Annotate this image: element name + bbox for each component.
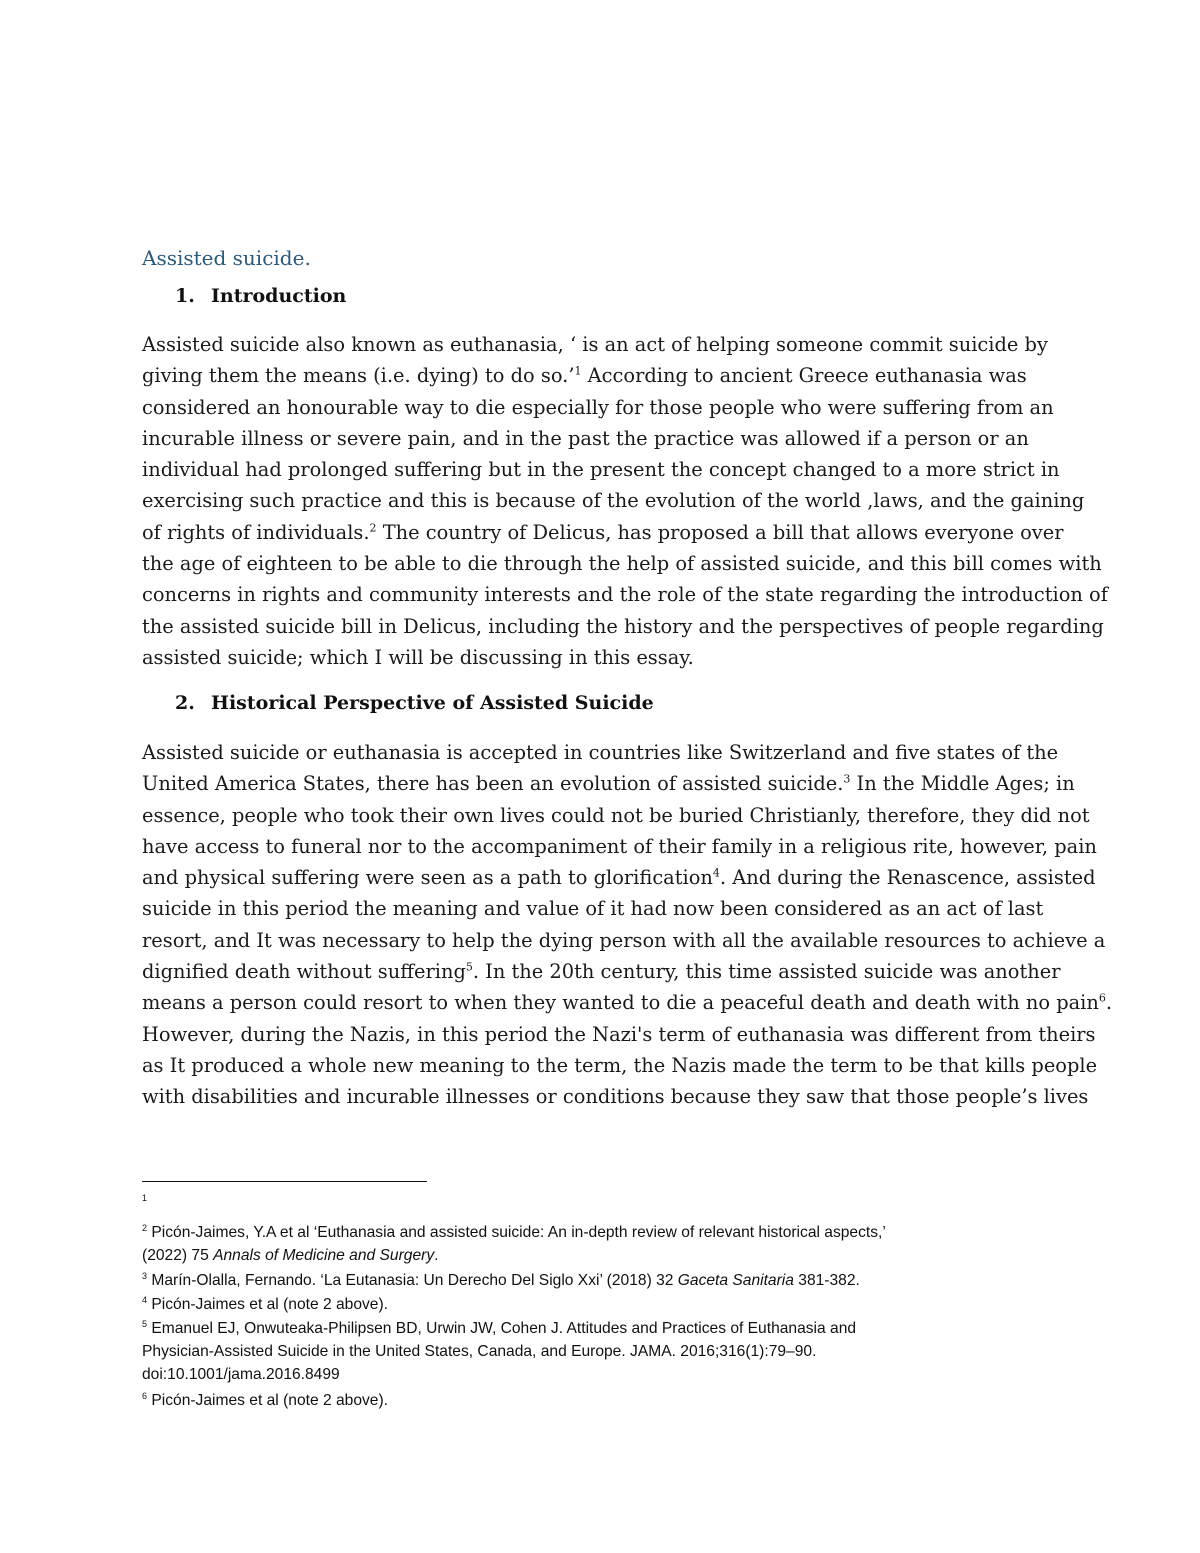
text-line xyxy=(142,831,1097,862)
footnote-ref: 4 xyxy=(712,866,720,880)
footnote-ref: 1 xyxy=(574,364,582,378)
text-line xyxy=(142,548,1102,579)
footnote-text: (2022) 75 xyxy=(142,1247,214,1264)
text-run: the assisted suicide bill in Delicus, including the history and the perspectives of people regarding xyxy=(142,614,1104,638)
footnote-ref: 6 xyxy=(1098,991,1106,1005)
text-line xyxy=(142,768,1075,799)
footnote-line xyxy=(142,1318,856,1340)
text-run: essence, people who took their own lives could not be buried Christianly, therefore, they did not xyxy=(142,803,1090,827)
section-heading-text: Introduction xyxy=(211,285,347,307)
text-line xyxy=(142,611,1104,642)
text-run: suicide in this period the meaning and value of it had now been considered as an act of last xyxy=(142,897,1044,921)
text-line xyxy=(142,329,1062,360)
text-line xyxy=(142,737,1062,768)
footnote-mark: 5 xyxy=(142,1318,148,1329)
text-run: means a person could resort to when they wanted to die a peaceful death and death with no pain xyxy=(142,991,1099,1015)
footnote-ref: 5 xyxy=(465,960,473,974)
footnote-separator xyxy=(142,1181,427,1182)
text-line xyxy=(142,517,1062,548)
text-line xyxy=(142,1019,1096,1050)
section-heading-historical xyxy=(175,692,654,714)
footnote-text: Picón-Jaimes, Y.A et al ‘Euthanasia and assisted suicide: An in-depth review of relevant historical aspects,’ xyxy=(151,1224,886,1241)
text-run: United America States, there has been an evolution of assisted suicide. xyxy=(142,772,844,796)
text-line xyxy=(142,1050,1098,1081)
historical-paragraph xyxy=(142,737,1113,1113)
footnote-ref: 2 xyxy=(369,521,377,535)
text-line xyxy=(142,423,1062,454)
text-run: exercising such practice and this is because of the evolution of the world ,laws, and the gaining xyxy=(142,489,1085,513)
text-run: . In the 20th century, this time assisted suicide was another xyxy=(472,960,1061,984)
text-run: Assisted suicide or euthanasia is accepted in countries like Switzerland and five states of the xyxy=(142,741,1059,764)
text-run: as It produced a whole new meaning to the term, the Nazis made the term to be that kills people xyxy=(142,1053,1098,1077)
text-run: assisted suicide; which I will be discussing in this essay. xyxy=(142,645,694,669)
footnote-text: Marín-Olalla, Fernando. ‘La Eutanasia: Un Derecho Del Siglo Xxi’ (2018) 32 xyxy=(151,1272,678,1289)
footnote-line xyxy=(142,1341,816,1363)
text-run: concerns in rights and community interests and the role of the state regarding the introduction of xyxy=(142,583,1108,607)
footnote-text: . xyxy=(434,1247,439,1264)
footnote-text: 381-382. xyxy=(793,1272,860,1289)
footnote-mark: 3 xyxy=(142,1270,148,1281)
footnote-text: Picón-Jaimes et al (note 2 above). xyxy=(151,1296,388,1313)
footnote-line xyxy=(142,1390,388,1412)
text-run: In the Middle Ages; in xyxy=(850,772,1075,796)
section-heading-introduction xyxy=(175,285,346,307)
text-line xyxy=(142,925,1106,956)
text-line xyxy=(142,956,1062,987)
text-run: of rights of individuals. xyxy=(142,520,370,544)
footnote-text: Picón-Jaimes et al (note 2 above). xyxy=(151,1392,388,1409)
footnote-ref: 3 xyxy=(843,772,851,786)
footnote-line xyxy=(142,1192,147,1214)
footnote-text: Emanuel EJ, Onwuteaka-Philipsen BD, Urwin JW, Cohen J. Attitudes and Practices of Euthanasia and xyxy=(151,1320,857,1337)
footnote-line xyxy=(142,1270,860,1292)
text-run: However, during the Nazis, in this period the Nazi's term of euthanasia was different from theirs xyxy=(142,1022,1096,1046)
text-run: dignified death without suffering xyxy=(142,960,466,984)
text-run: . And during the Renascence, assisted xyxy=(719,866,1096,890)
text-line xyxy=(142,893,1062,924)
section-number: 1. xyxy=(175,285,195,307)
text-line xyxy=(142,485,1085,516)
introduction-paragraph xyxy=(142,329,1108,673)
text-line xyxy=(142,579,1108,610)
text-run: giving them the means (i.e. dying) to do so.’ xyxy=(142,364,575,388)
footnote-text: Physician-Assisted Suicide in the United States, Canada, and Europe. JAMA. 2016;316(1):79–90. xyxy=(142,1343,817,1360)
footnote-mark: 1 xyxy=(142,1192,148,1203)
footnote-mark: 2 xyxy=(142,1222,148,1233)
text-run: have access to funeral nor to the accompaniment of their family in a religious rite, however, pain xyxy=(142,834,1097,858)
text-run: considered an honourable way to die especially for those people who were suffering from an xyxy=(142,395,1054,419)
text-run: . xyxy=(1105,991,1113,1015)
footnote-line xyxy=(142,1245,438,1267)
text-line xyxy=(142,360,1062,391)
footnote-mark: 6 xyxy=(142,1390,148,1401)
text-line xyxy=(142,454,1062,485)
text-run: According to ancient Greece euthanasia was xyxy=(581,364,1027,388)
footnote-line xyxy=(142,1364,340,1386)
footnote-mark: 4 xyxy=(142,1294,148,1305)
text-line xyxy=(142,1081,1089,1112)
footnote-text: doi:10.1001/jama.2016.8499 xyxy=(142,1366,340,1383)
text-line xyxy=(142,642,1062,673)
footnote-journal: Annals of Medicine and Surgery xyxy=(213,1247,435,1264)
text-line xyxy=(142,392,1062,423)
section-heading-text: Historical Perspective of Assisted Suicide xyxy=(211,692,654,714)
text-line xyxy=(142,800,1090,831)
text-run: the age of eighteen to be able to die through the help of assisted suicide, and this bill comes with xyxy=(142,552,1102,576)
text-run: and physical suffering were seen as a path to glorification xyxy=(142,866,713,890)
text-run: with disabilities and incurable illnesses or conditions because they saw that those people’s lives xyxy=(142,1085,1089,1109)
footnote-journal: Gaceta Sanitaria xyxy=(677,1272,794,1289)
section-number: 2. xyxy=(175,692,195,714)
footnote-line xyxy=(142,1294,388,1316)
text-run: individual had prolonged suffering but in the present the concept changed to a more strict in xyxy=(142,458,1060,482)
footnote-line xyxy=(142,1222,886,1244)
text-run: resort, and It was necessary to help the dying person with all the available resources to achieve a xyxy=(142,928,1106,952)
document-title: Assisted suicide. xyxy=(142,246,311,270)
text-run: Assisted suicide also known as euthanasia, ‘ is an act of helping someone commit suicide by xyxy=(142,333,1048,356)
text-run: incurable illness or severe pain, and in the past the practice was allowed if a person or an xyxy=(142,426,1029,450)
text-run: The country of Delicus, has proposed a bill that allows everyone over xyxy=(376,520,1064,544)
text-line xyxy=(142,987,1113,1018)
text-line xyxy=(142,862,1096,893)
